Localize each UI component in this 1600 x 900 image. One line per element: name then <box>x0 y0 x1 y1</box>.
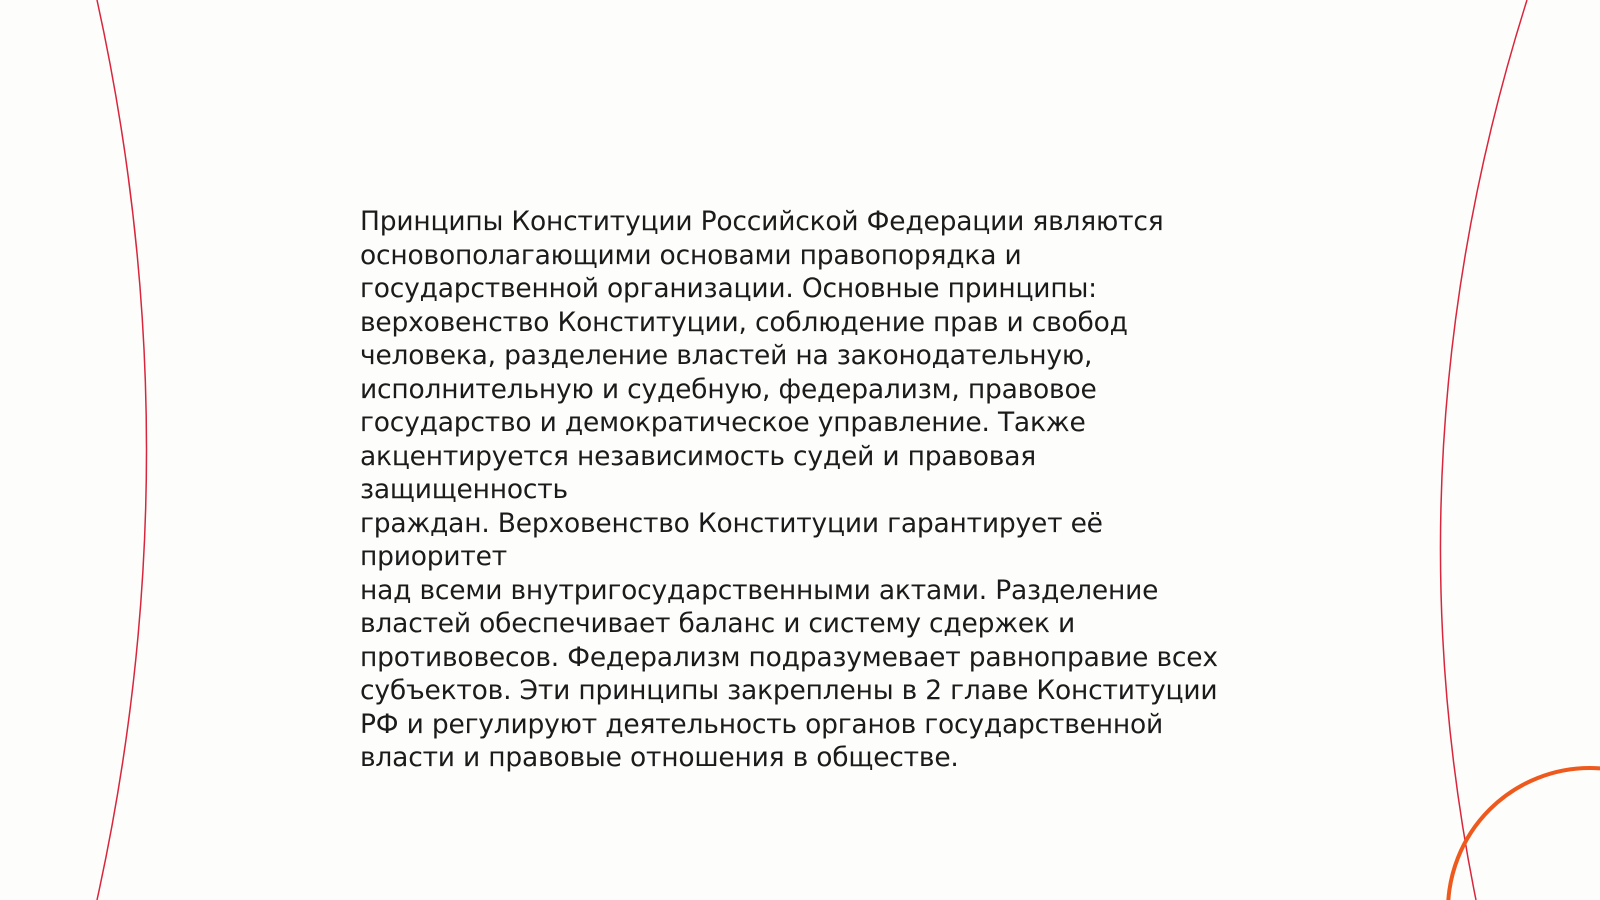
orange-circle-outline <box>1448 768 1600 900</box>
left-arc-line <box>97 0 147 900</box>
slide-body-text: Принципы Конституции Российской Федерации являются основополагающими основами правопорядка и государственной организации. Основные принципы: верховенство Конституции, соблюдение прав и свобод человека, разделение властей на законодательную, исполнительную и судебную, федерализм, правовое государство и демократическое управление. Также акцентируется независимость судей и правовая защищенность граждан. Верховенство Конституции гарантирует её приоритет над всеми внутригосударственными актами. Разделение властей обеспечивает баланс и систему сдержек и противовесов. Федерализм подразумевает равноправие всех субъектов. Эти принципы закреплены в 2 главе Конституции РФ и регулируют деятельность органов государственной власти и правовые отношения в обществе. <box>360 206 1218 773</box>
right-arc-line <box>1440 0 1527 900</box>
